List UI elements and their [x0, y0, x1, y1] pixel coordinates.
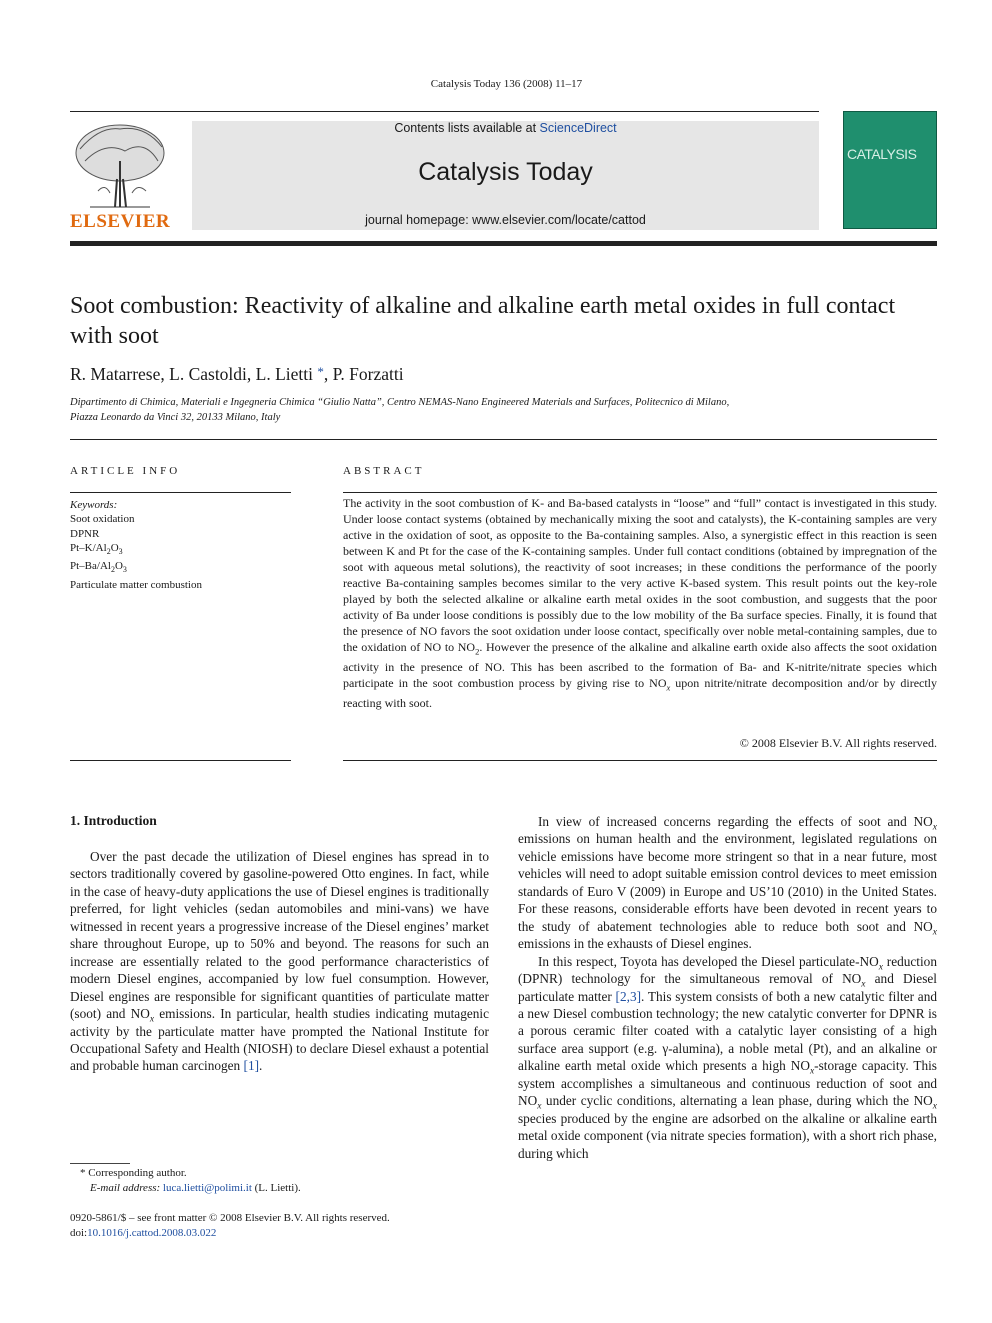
doi-label: doi: — [70, 1227, 88, 1239]
paragraph-text: species produced by the engine are adsorbed on the alkaline or alkaline earth metal oxide component (via nitrate species formation), with a short rich phase, during which — [518, 1110, 937, 1161]
article-info-rule — [70, 492, 291, 493]
article-info-heading: ARTICLE INFO — [70, 465, 181, 477]
header-top-rule — [70, 111, 819, 112]
contents-line — [192, 121, 819, 135]
keyword-subscript: 3 — [122, 565, 127, 575]
journal-citation: Catalysis Today 136 (2008) 11–17 — [430, 78, 583, 90]
abstract-text: The activity in the soot combustion of K- and Ba-based catalysts in “loose” and “full” contact is investigated in this study. Under loose contact systems (obtained by mechanically mixing the soot and catalysts), the K-containing samples are very active in the oxidation of soot, as opposite to the Ba-containing samples. Also, a synergistic effect in this reaction is seen between K and Pt for the case of the K-containing samples. Under full contact conditions (obtained by impregnation of the soot with aqueous metal solutions), the reactivity of soot increases; in these conditions the performance of the poorly reactive Ba-containing samples becomes similar to the very active K-based system. This result points out the key-role played by both the selected alkaline or alkaline earth metal oxides in the soot combustion, and suggests that the poor activity of Ba under loose conditions is possibly due to the low mobility of the Ba surface species. Finally, it is found that the presence of NO favors the soot oxidation under loose contact, specifically over noble metal-containing samples, due to the oxidation of NO to NO — [343, 496, 937, 654]
contents-prefix: Contents lists available at — [394, 121, 540, 135]
author-list — [70, 364, 404, 385]
journal-cover-thumbnail[interactable] — [843, 111, 937, 229]
paragraph-text: In this respect, Toyota has developed the Diesel particulate-NO — [538, 953, 879, 969]
email-suffix: (L. Lietti). — [251, 1182, 301, 1194]
article-info-bottom-rule — [70, 760, 291, 761]
reference-link[interactable]: [1] — [243, 1058, 260, 1074]
abstract-subscript: x — [666, 682, 671, 693]
subscript: x — [537, 1101, 542, 1112]
paragraph — [518, 953, 937, 1162]
keyword-text: O — [110, 541, 119, 554]
keyword-subscript: 2 — [106, 547, 111, 557]
subscript: x — [149, 1014, 155, 1025]
keyword-item: Particulate matter combustion — [70, 578, 202, 591]
abstract-heading: ABSTRACT — [343, 465, 425, 477]
cover-title: CATALYSIS — [847, 146, 917, 162]
front-matter-footer — [70, 1211, 390, 1241]
abstract-copyright: © 2008 Elsevier B.V. All rights reserved. — [739, 736, 937, 750]
keywords-list — [70, 498, 202, 592]
paragraph-text: emissions on human health and the environment, legislated regulations on vehicle emissions have become more stringent so that in a near future, most vehicles will need to adopt suitable emission control devices to meet emission standards of Euro V (2009) in Europe and US’10 (2010) in the United States. For these reasons, considerable efforts have been devoted in recent years to the study of abatement technologies able to reduce both soot and NO — [518, 831, 937, 934]
paragraph: Over the past decade the utilization of Diesel engines has spread in to sectors traditionally covered by gasoline-powered Otto engines. In fact, while in the case of heavy-duty applications the use of Diesel engines is traditionally preferred, for light vehicles (sedan automobiles and mini-vans) we have witnessed in recent years a progressive increase of the Diesel engines’ market share throughout Europe, up to 50% and beyond. The reasons for such an increase are essentially related to the good performance characteristics of modern Diesel engines, accompanied by low fuel consumption. However, Diesel engines are responsible for significant quantities of particulate matter (soot) and $NO_x$ emissions. In particular, health studies indicating mutagenic activity by the particulate matter have prompted the National Institute for Occupational Safety and Health (NIOSH) to declare Diesel exhaust a potential and probable human carcinogen [1]. — [70, 849, 490, 1074]
left-column — [70, 848, 489, 1075]
abstract-body — [343, 496, 937, 712]
subscript: x — [932, 822, 937, 833]
paragraph — [518, 813, 937, 953]
paragraph-text: reduction (DPNR) technology for the simultaneous removal of NO — [518, 953, 937, 987]
subscript: x — [878, 962, 883, 973]
keyword-text: O — [114, 560, 123, 573]
subscript: x — [809, 1067, 815, 1077]
doi-line — [70, 1226, 390, 1241]
subscript: x — [932, 927, 937, 938]
right-column — [518, 813, 937, 1162]
subscript: x — [932, 1101, 937, 1112]
paragraph-text: Over the past decade the utilization of Diesel engines has spread in to sectors traditionally covered by gasoline-powered Otto engines. In fact, while in the case of heavy-duty applications the use of Diesel engines is traditionally preferred, for light vehicles (sedan automobiles and mini-vans) we have witnessed in recent years a progressive increase of the Diesel engines’ market share throughout Europe, up to 50% and beyond. The reasons for such an increase are essentially related to the good performance characteristics of modern Diesel engines, accompanied by low fuel consumption. However, Diesel engines are responsible for significant quantities of particulate matter (soot) and NO — [70, 849, 489, 1022]
reference-link[interactable]: [2,3] — [615, 988, 642, 1004]
keyword-subscript: 3 — [118, 547, 123, 557]
issn-line: 0920-5861/$ – see front matter © 2008 Elsevier B.V. All rights reserved. — [70, 1212, 390, 1224]
abstract-text: upon nitrite/nitrate decomposition and/or by directly reacting with soot. — [343, 675, 938, 711]
journal-homepage[interactable]: journal homepage: www.elsevier.com/locate/cattod — [365, 213, 646, 227]
corresponding-label: Corresponding author. — [88, 1167, 187, 1179]
keywords-label: Keywords: — [70, 499, 118, 511]
paragraph-text: emissions in the exhausts of Diesel engines. — [518, 936, 752, 952]
abstract-rule — [343, 492, 937, 493]
paragraph-text: emissions — [154, 1006, 212, 1022]
paragraph-text: and Diesel particulate matter — [518, 971, 937, 1004]
paragraph-text: under cyclic conditions, alternating a lean phase, during which the NO — [541, 1093, 933, 1109]
keyword-text: Pt–K/Al — [70, 541, 107, 554]
footnote-line — [70, 1181, 301, 1196]
keyword-item: Soot oxidation — [70, 513, 135, 526]
corresponding-author-marker[interactable]: * — [317, 364, 324, 379]
doi-link[interactable]: 10.1016/j.cattod.2008.03.022 — [87, 1227, 217, 1239]
keyword-item: DPNR — [70, 527, 100, 540]
abstract-text: . However the presence of the alkaline and alkaline earth oxide also affects the soot oxidation activity in the presence of NO. This has been ascribed to the formation of Ba- and K-nitrite/nitrate species which participate in the soot combustion process by giving rise to NO — [343, 639, 938, 690]
header-thick-rule — [70, 241, 937, 246]
footnote-rule — [70, 1163, 130, 1164]
affiliation-line-2: Piazza Leonardo da Vinci 32, 20133 Milano, Italy — [70, 411, 281, 423]
abstract-subscript: 2 — [475, 645, 480, 656]
paragraph-text: -storage capacity. This system accomplishes a simultaneous and continuous reduction of soot and NO — [518, 1058, 937, 1109]
abstract-bottom-rule — [343, 760, 937, 761]
email-label: E-mail address: — [90, 1182, 163, 1194]
title-block-rule — [70, 439, 937, 440]
subscript: x — [861, 979, 866, 990]
keyword-item — [70, 559, 202, 577]
keyword-text: Pt–Ba/Al — [70, 560, 111, 573]
elsevier-wordmark: ELSEVIER — [70, 211, 171, 232]
keyword-item — [70, 541, 202, 559]
corresponding-footnote — [70, 1166, 301, 1196]
sciencedirect-link[interactable]: ScienceDirect — [539, 121, 617, 135]
keyword-subscript: 2 — [110, 565, 115, 575]
authors-main: R. Matarrese, L. Castoldi, L. Lietti — [70, 364, 314, 384]
affiliation-line-1: Dipartimento di Chimica, Materiali e Ingegneria Chimica “Giulio Natta”, Centro NEMAS-Nano Engineered Materials and Surfaces, Politecnico di Milano, — [70, 397, 730, 408]
journal-title[interactable]: Catalysis Today — [418, 158, 593, 186]
email-link[interactable]: luca.lietti@polimi.it — [162, 1182, 252, 1194]
paragraph-text: . This system consists of both a new catalytic filter and a new Diesel combustion technology; the new catalytic converter for DPNR is a porous ceramic filter coated with a catalytic layer consisting of a high surface area support (e.g. γ-alumina), a noble metal (Pt), and an alkaline or alkaline earth metal oxide which presents a high NO — [518, 988, 937, 1074]
article-title: Soot combustion: Reactivity of alkaline and alkaline earth metal oxides in full contact with soot — [70, 293, 896, 349]
section-heading-introduction: 1. Introduction — [70, 813, 157, 828]
footnote-line: * Corresponding author. — [80, 1167, 187, 1179]
authors-last: , P. Forzatti — [323, 364, 404, 384]
paragraph-text: In view of increased concerns regarding the effects of soot and NO — [538, 814, 933, 829]
paragraph-text: . In particular, health studies indicating mutagenic activity by the particulate matter have prompted the National Institute for Occupational Safety and Health (NIOSH) to declare Diesel exhaust a potential and probable human carcinogen — [70, 1006, 490, 1074]
affiliation — [70, 396, 930, 425]
